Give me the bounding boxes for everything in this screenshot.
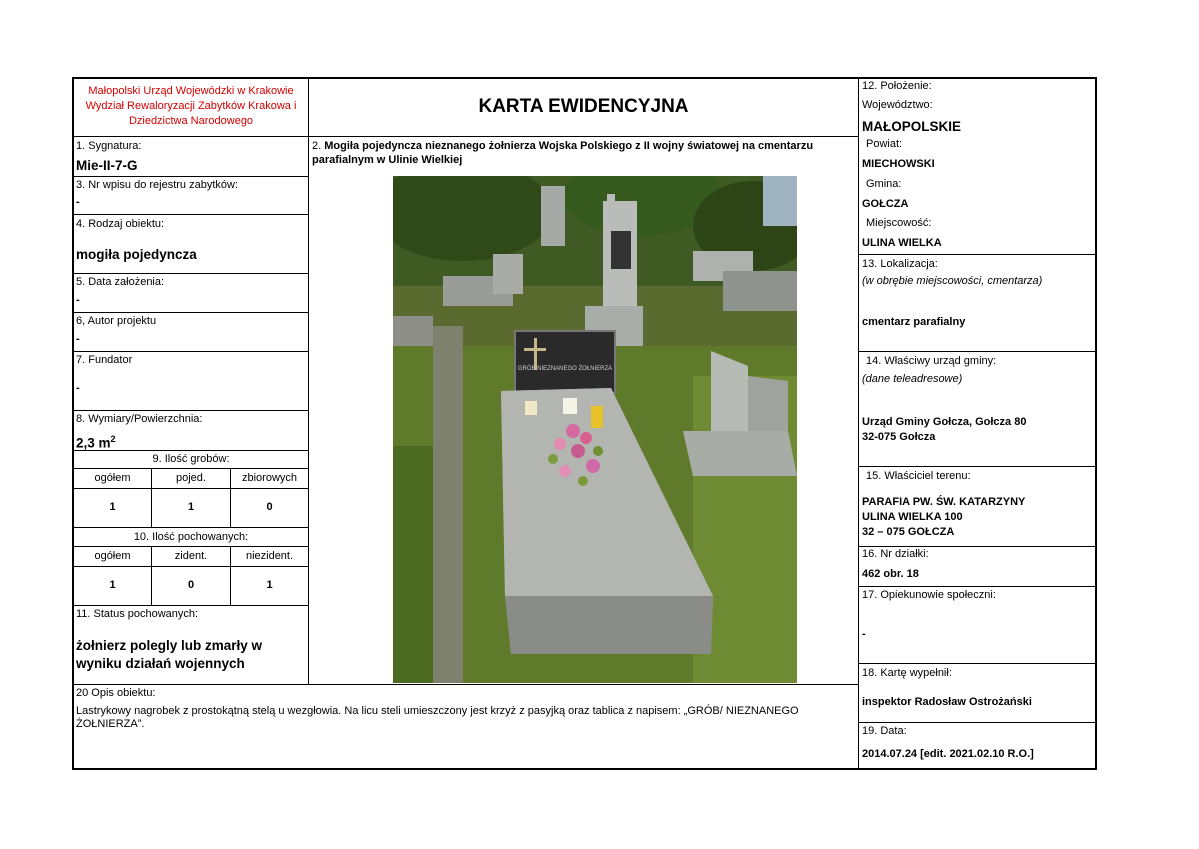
locality-label: Miejscowość: xyxy=(866,217,932,229)
divider xyxy=(73,684,859,685)
office-label: 14. Właściwy urząd gminy: xyxy=(866,355,997,367)
divider xyxy=(73,351,309,352)
divider xyxy=(73,450,309,451)
description-line-1: Lastrykowy nagrobek z prostokątną stelą u wezgłowia. Na licu steli umieszczony jest krzyż z pasyjką oraz tablica z napisem: „GRÓB/ NIEZNANEGO xyxy=(76,705,799,717)
object-name-line-2: parafialnym w Ulinie Wielkiej xyxy=(312,154,463,166)
signature-value: Mie-II-7-G xyxy=(76,158,138,173)
author-value: - xyxy=(76,333,80,345)
dimensions-number: 2,3 m xyxy=(76,435,111,451)
graves-value-single: 1 xyxy=(187,501,195,513)
object-name xyxy=(312,140,813,153)
divider xyxy=(858,78,859,769)
location-label: 12. Położenie: xyxy=(862,80,932,92)
burials-header-total: ogółem xyxy=(94,550,131,562)
localization-label: 13. Lokalizacja: xyxy=(862,258,938,270)
burials-value-identified: 0 xyxy=(187,579,195,591)
office-hint: (dane teleadresowe) xyxy=(862,373,963,385)
owner-line-2: ULINA WIELKA 100 xyxy=(862,511,963,523)
commune-value: GOŁCZA xyxy=(862,198,909,210)
status-line-1: żołnierz polegly lub zmarły w xyxy=(76,638,263,653)
county-value: MIECHOWSKI xyxy=(862,158,935,170)
divider xyxy=(858,254,1096,255)
founded-value: - xyxy=(76,294,80,306)
filled-by-value: inspektor Radosław Ostrożański xyxy=(862,696,1032,708)
voivodeship-value: MAŁOPOLSKIE xyxy=(862,119,962,134)
divider xyxy=(73,546,309,547)
office-line-1: Urząd Gminy Gołcza, Gołcza 80 xyxy=(862,416,1027,428)
plot-value: 462 obr. 18 xyxy=(862,568,919,580)
graves-header-single: pojed. xyxy=(176,472,206,484)
owner-label: 15. Właściciel terenu: xyxy=(866,470,971,482)
grave-photo xyxy=(393,176,797,683)
graves-label: 9. Ilość grobów: xyxy=(152,453,230,465)
burials-value-unidentified: 1 xyxy=(266,579,273,591)
divider xyxy=(73,176,309,177)
graves-value-mass: 0 xyxy=(266,501,273,513)
register-label: 3. Nr wpisu do rejestru zabytków: xyxy=(76,179,239,191)
date-label: 19. Data: xyxy=(862,725,907,737)
divider xyxy=(73,136,859,137)
burials-header-identified: zident. xyxy=(174,550,208,562)
plaque-inscription: GRÓB NIEZNANEGO ŻOŁNIERZA xyxy=(517,366,613,372)
voivodeship-label: Województwo: xyxy=(862,99,933,111)
divider xyxy=(858,586,1096,587)
page-title: KARTA EWIDENCYJNA xyxy=(478,96,689,117)
burials-label: 10. Ilość pochowanych: xyxy=(133,531,249,543)
object-name-number: 2. xyxy=(312,140,322,152)
graves-value-total: 1 xyxy=(109,501,116,513)
guardians-value: - xyxy=(862,628,866,640)
object-name-line-1: Mogiła pojedyncza nieznanego żołnierza Wojska Polskiego z II wojny światowej na cmentarzu xyxy=(324,140,814,152)
founded-label: 5. Data założenia: xyxy=(76,276,165,288)
plot-label: 16. Nr działki: xyxy=(862,548,929,560)
divider xyxy=(73,312,309,313)
commune-label: Gmina: xyxy=(866,178,902,190)
burials-value-total: 1 xyxy=(109,579,116,591)
filled-by-label: 18. Kartę wypełnił: xyxy=(862,667,952,679)
institution-line-1: Małopolski Urząd Wojewódzki w Krakowie xyxy=(88,85,294,97)
divider xyxy=(858,351,1096,352)
institution-line-3: Dziedzictwa Narodowego xyxy=(128,115,254,127)
divider xyxy=(73,488,309,489)
date-value: 2014.07.24 [edit. 2021.02.10 R.O.] xyxy=(862,748,1034,760)
type-label: 4. Rodzaj obiektu: xyxy=(76,218,165,230)
graves-header-total: ogółem xyxy=(94,472,131,484)
dimensions-unit-exponent: 2 xyxy=(110,434,116,444)
divider xyxy=(858,663,1096,664)
founder-value: - xyxy=(76,382,80,394)
divider xyxy=(858,466,1096,467)
signature-label: 1. Sygnatura: xyxy=(76,140,142,152)
dimensions-value xyxy=(76,431,116,452)
divider xyxy=(73,605,309,606)
guardians-label: 17. Opiekunowie społeczni: xyxy=(862,589,996,601)
divider xyxy=(73,214,309,215)
description-line-2: ŻOŁNIERZA”. xyxy=(76,718,145,730)
owner-line-3: 32 – 075 GOŁCZA xyxy=(862,526,955,538)
localization-value: cmentarz parafialny xyxy=(862,316,966,328)
locality-value: ULINA WIELKA xyxy=(862,237,942,249)
status-label: 11. Status pochowanych: xyxy=(76,608,199,620)
dimensions-label: 8. Wymiary/Powierzchnia: xyxy=(76,413,203,425)
burials-header-unidentified: niezident. xyxy=(245,550,294,562)
description-label: 20 Opis obiektu: xyxy=(76,687,156,699)
type-value: mogiła pojedyncza xyxy=(76,247,197,262)
divider xyxy=(73,566,309,567)
owner-line-1: PARAFIA PW. ŚW. KATARZYNY xyxy=(862,496,1026,508)
county-label: Powiat: xyxy=(866,138,903,150)
register-value: - xyxy=(76,196,80,208)
status-line-2: wyniku działań wojennych xyxy=(76,656,245,671)
divider xyxy=(73,410,309,411)
divider xyxy=(73,468,309,469)
office-line-2: 32-075 Gołcza xyxy=(862,431,936,443)
divider xyxy=(73,527,309,528)
divider xyxy=(308,78,309,684)
author-label: 6, Autor projektu xyxy=(76,315,157,327)
institution-line-2: Wydział Rewaloryzacji Zabytków Krakowa i xyxy=(85,100,297,112)
divider xyxy=(858,722,1096,723)
graves-header-mass: zbiorowych xyxy=(241,472,298,484)
localization-hint: (w obrębie miejscowości, cmentarza) xyxy=(862,275,1043,287)
divider xyxy=(73,273,309,274)
divider xyxy=(858,546,1096,547)
founder-label: 7. Fundator xyxy=(76,354,133,366)
